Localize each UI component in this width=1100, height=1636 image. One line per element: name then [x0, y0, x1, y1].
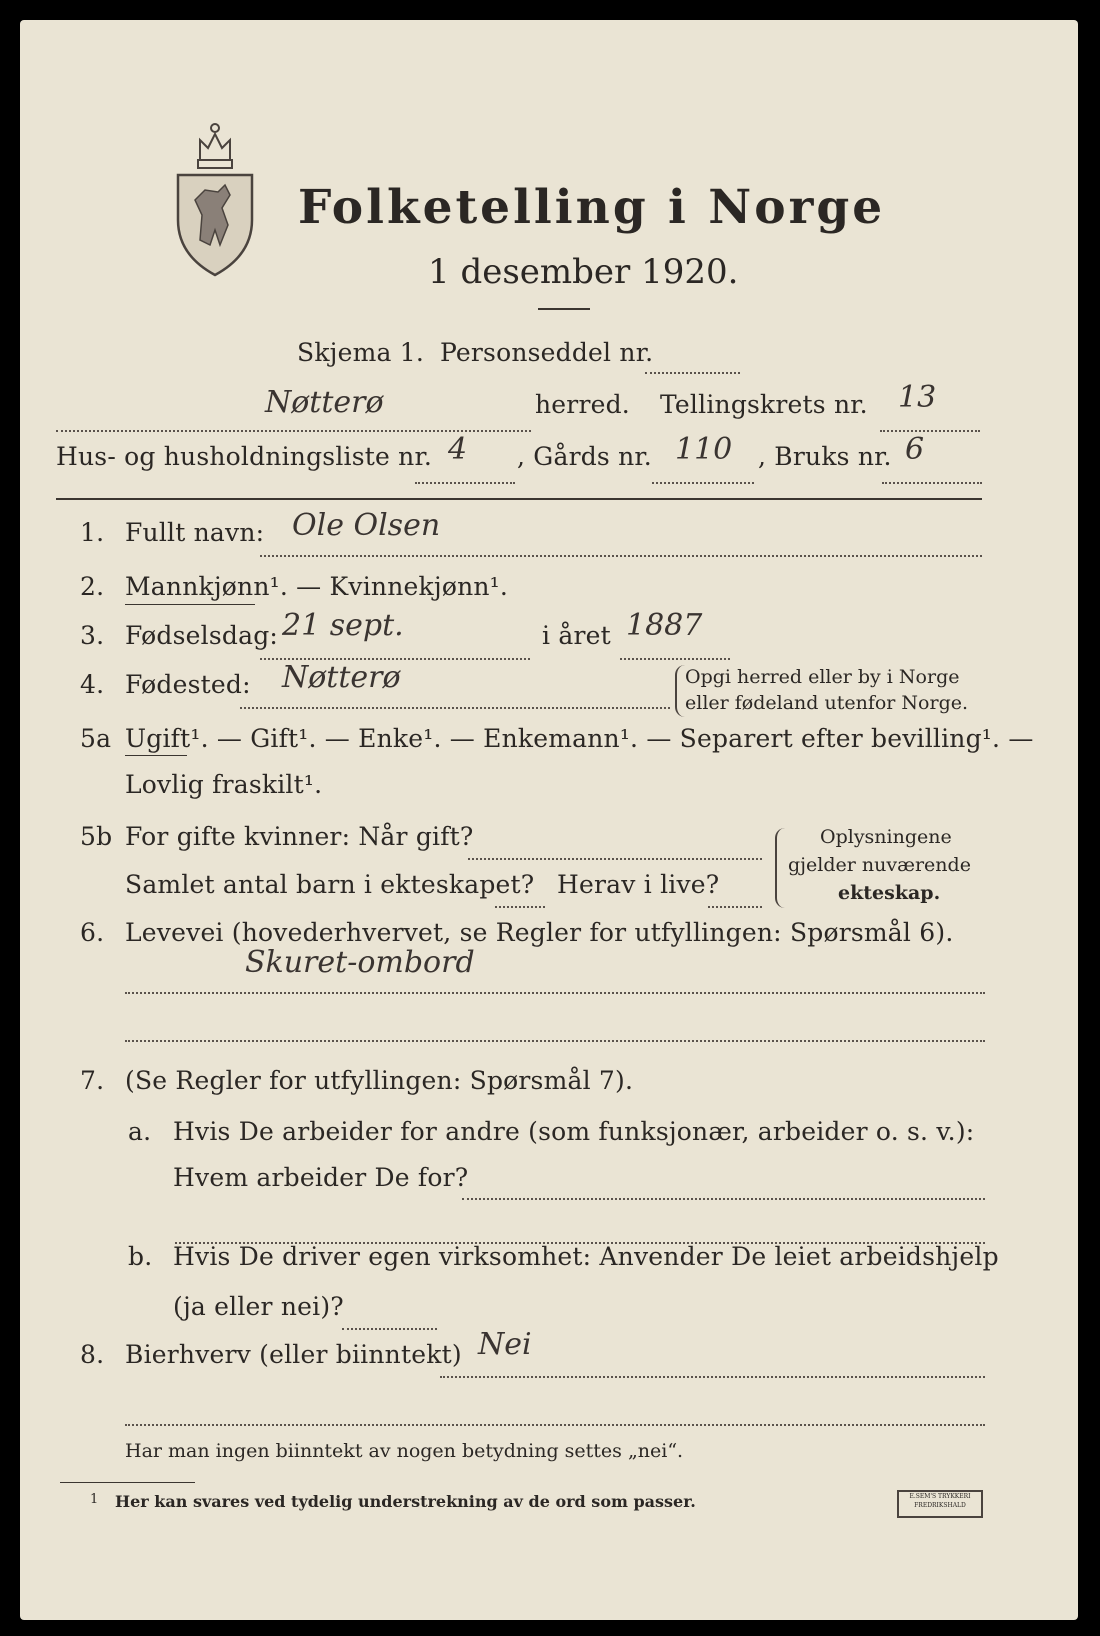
q8-label: Bierhverv (eller biinntekt)	[125, 1340, 462, 1369]
footnote-rule	[60, 1482, 195, 1483]
q3-label: Fødselsdag:	[125, 621, 279, 650]
q6-field-2[interactable]	[125, 1040, 985, 1042]
q5b-married-field[interactable]	[468, 858, 762, 860]
q4-field[interactable]	[240, 707, 670, 709]
census-date: 1 desember 1920.	[428, 252, 739, 292]
q5b-num: 5b	[80, 822, 113, 851]
personseddel-field[interactable]	[645, 372, 740, 374]
q3-year-label: i året	[542, 621, 611, 650]
q4-note-2: eller fødeland utenfor Norge.	[685, 692, 969, 714]
census-form	[20, 20, 1078, 1620]
q5a-line1: Ugift¹. — Gift¹. — Enke¹. — Enkemann¹. — Separert efter bevilling¹. —	[125, 724, 1034, 753]
tellingskrets-field[interactable]	[880, 430, 980, 432]
bruks-value: 6	[905, 432, 925, 467]
q6-num: 6.	[80, 918, 105, 947]
q4-value: Nøtterø	[282, 660, 401, 695]
q5b-children-field[interactable]	[495, 906, 545, 908]
q5a-underline	[125, 755, 187, 756]
gards-label: , Gårds nr.	[517, 442, 652, 471]
coat-of-arms-icon	[170, 120, 260, 280]
printer-stamp: E.SEM'S TRYKKERI FREDRIKSHALD	[897, 1490, 983, 1518]
q7a-field-1[interactable]	[462, 1198, 985, 1200]
q3-year-field[interactable]	[620, 658, 730, 660]
q3-value: 21 sept.	[282, 608, 404, 643]
bruks-label: , Bruks nr.	[758, 442, 892, 471]
footnote-mark: 1	[90, 1492, 99, 1507]
q1-field[interactable]	[260, 555, 982, 557]
q1-label: Fullt navn:	[125, 518, 265, 547]
q1-value: Ole Olsen	[292, 508, 441, 543]
q3-num: 3.	[80, 621, 105, 650]
q5b-line2: Samlet antal barn i ekteskapet?	[125, 870, 535, 899]
hus-label: Hus- og husholdningsliste nr.	[56, 442, 433, 471]
q8-field[interactable]	[440, 1376, 985, 1378]
q7b-line1: Hvis De driver egen virksomhet: Anvender De leiet arbeidshjelp	[173, 1242, 999, 1271]
personseddel-label: Personseddel nr.	[440, 338, 654, 367]
schema-label: Skjema 1.	[297, 338, 425, 367]
q8-field-2[interactable]	[125, 1424, 985, 1426]
q7a-line2: Hvem arbeider De for?	[173, 1163, 469, 1192]
q6-field-1[interactable]	[125, 992, 985, 994]
q5b-line1: For gifte kvinner: Når gift?	[125, 822, 474, 851]
form-title: Folketelling i Norge	[298, 180, 886, 235]
q8-num: 8.	[80, 1340, 105, 1369]
q5b-note-2: gjelder nuværende	[788, 854, 971, 876]
tellingskrets-label: Tellingskrets nr.	[660, 390, 868, 419]
hus-value: 4	[448, 432, 468, 467]
q4-note-1: Opgi herred eller by i Norge	[685, 666, 960, 688]
q5b-brace	[775, 828, 785, 908]
q7b-field[interactable]	[342, 1328, 437, 1330]
q7-label: (Se Regler for utfyllingen: Spørsmål 7).	[125, 1066, 634, 1095]
footnote-text: Her kan svares ved tydelig understrekning av de ord som passer.	[115, 1492, 696, 1511]
q7-num: 7.	[80, 1066, 105, 1095]
q7b-line2: (ja eller nei)?	[173, 1292, 344, 1321]
q7b-num: b.	[128, 1242, 153, 1271]
q4-num: 4.	[80, 670, 105, 699]
q3-year-value: 1887	[626, 608, 703, 643]
section-rule	[56, 498, 982, 500]
q2-label: Mannkjønn¹. — Kvinnekjønn¹.	[125, 572, 509, 601]
bruks-field[interactable]	[882, 482, 982, 484]
q6-value: Skuret-ombord	[245, 945, 475, 980]
q5b-line2b: Herav i live?	[557, 870, 720, 899]
herred-label: herred.	[535, 390, 630, 419]
gards-value: 110	[675, 432, 733, 467]
tellingskrets-value: 13	[898, 380, 937, 415]
q7a-line1: Hvis De arbeider for andre (som funksjonær, arbeider o. s. v.):	[173, 1117, 975, 1146]
q5b-alive-field[interactable]	[708, 906, 762, 908]
q1-num: 1.	[80, 518, 105, 547]
footer-note: Har man ingen biinntekt av nogen betydning settes „nei“.	[125, 1440, 684, 1462]
q2-underline	[125, 604, 255, 605]
q8-value: Nei	[478, 1327, 532, 1362]
q7a-num: a.	[128, 1117, 152, 1146]
q4-label: Fødested:	[125, 670, 251, 699]
q5a-num: 5a	[80, 724, 112, 753]
divider	[538, 308, 590, 310]
q6-label: Levevei (hovederhvervet, se Regler for utfyllingen: Spørsmål 6).	[125, 918, 954, 947]
q5b-note-1: Oplysningene	[820, 826, 952, 848]
q5a-line2: Lovlig fraskilt¹.	[125, 770, 323, 799]
q2-num: 2.	[80, 572, 105, 601]
q4-brace	[675, 665, 685, 717]
q5b-note-3: ekteskap.	[838, 882, 941, 904]
gards-field[interactable]	[652, 482, 754, 484]
herred-value: Nøtterø	[265, 385, 384, 420]
hus-field[interactable]	[415, 482, 515, 484]
